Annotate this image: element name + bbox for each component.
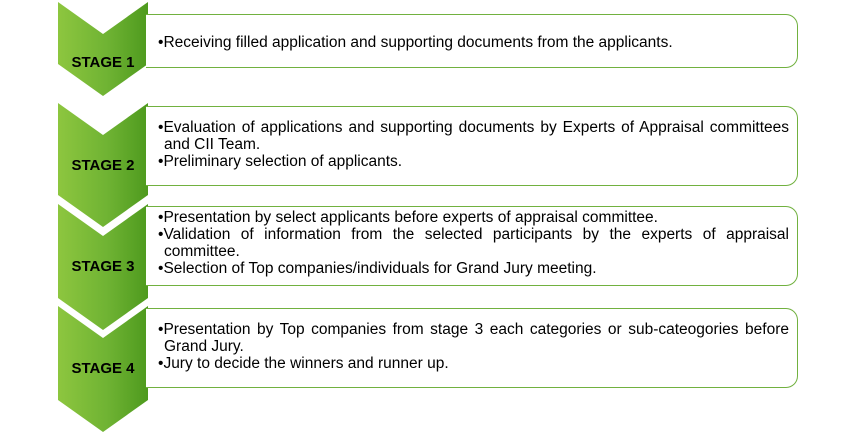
- stage-2-item-1: •Evaluation of applications and supporting documents by Experts of Appraisal committees and CII Team.: [158, 119, 789, 153]
- stage-3-box: [146, 206, 798, 286]
- stage-4-item-2: •Jury to decide the winners and runner up.: [158, 355, 449, 372]
- stage-1-box: [146, 14, 798, 68]
- stage-4-item-1: •Presentation by Top companies from stage 3 each categories or sub-cateogories before Grand Jury.: [158, 321, 789, 355]
- stage-3-item-2: •Validation of information from the selected participants by the experts of appraisal committee.: [158, 226, 789, 260]
- stage-2-item-2: •Preliminary selection of applicants.: [158, 153, 403, 170]
- stage-2-label: STAGE 2: [71, 157, 135, 174]
- stage-1-chevron: [58, 2, 148, 96]
- stage-3-label: STAGE 3: [71, 258, 135, 275]
- stage-2-box: [146, 106, 798, 186]
- stage-4-box: [146, 308, 798, 388]
- stage-4-label: STAGE 4: [71, 360, 135, 377]
- stage-1-item-1: •Receiving filled application and supporting documents from the applicants.: [158, 34, 673, 51]
- stage-1-label: STAGE 1: [71, 54, 135, 71]
- stage-3-item-1: •Presentation by select applicants before experts of appraisal committee.: [158, 209, 658, 226]
- stage-3-item-3: •Selection of Top companies/individuals for Grand Jury meeting.: [158, 260, 597, 277]
